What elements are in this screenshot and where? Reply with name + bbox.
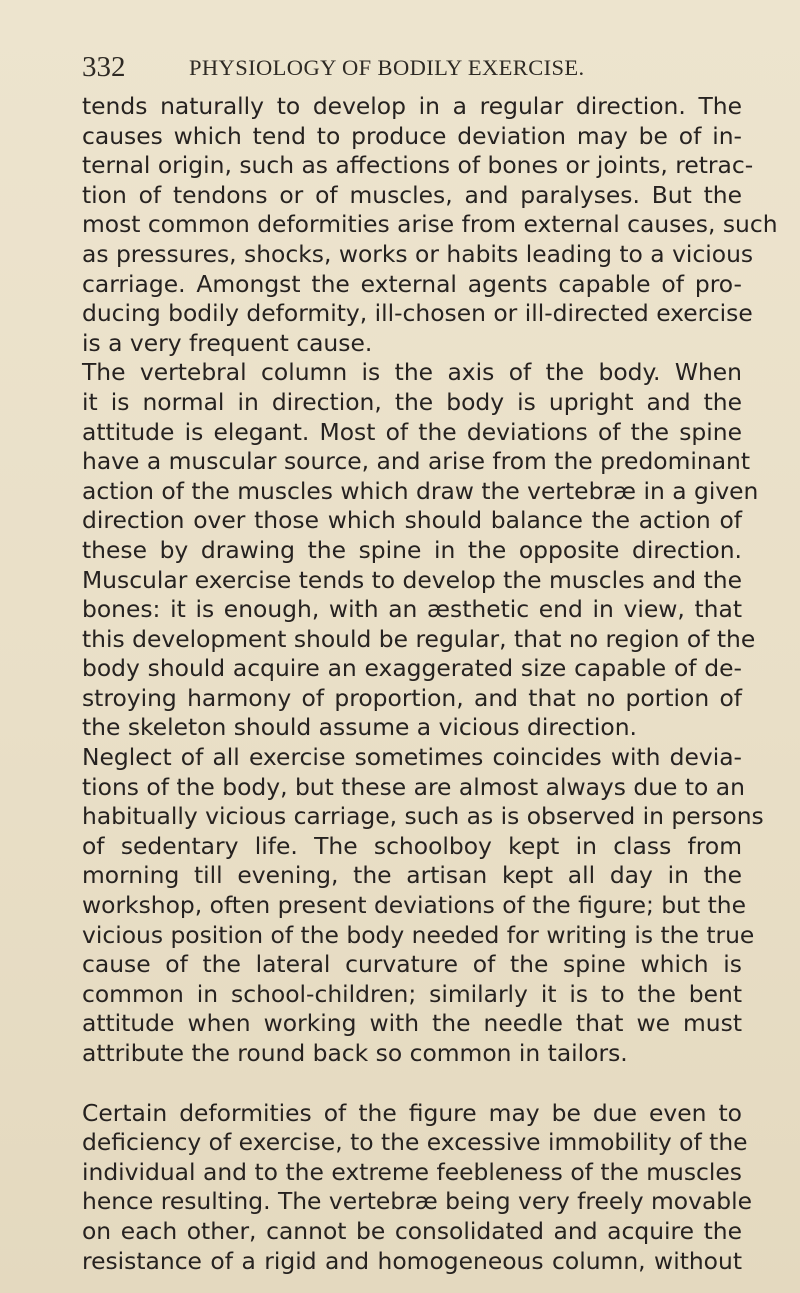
- text-line: The vertebral column is the axis of the body. When: [82, 358, 742, 387]
- text-line: is a very frequent cause.: [82, 328, 373, 357]
- text-line: stroying harmony of proportion, and that no portion of: [82, 683, 742, 712]
- text-line: body should acquire an exaggerated size capable of de-: [82, 654, 742, 683]
- text-line: hence resulting. The vertebræ being very freely movable: [82, 1187, 753, 1216]
- text-line: ternal origin, such as affections of bones or joints, retrac-: [82, 151, 754, 180]
- paragraph-gap: [82, 1069, 742, 1099]
- text-line: cause of the lateral curvature of the spine which is: [82, 950, 742, 979]
- text-line: direction over those which should balance the action of: [82, 506, 742, 535]
- running-head: PHYSIOLOGY OF BODILY EXERCISE.: [189, 55, 585, 80]
- text-line: Certain deformities of the figure may be due even to: [82, 1098, 742, 1127]
- text-line: most common deformities arise from external causes, such: [82, 210, 778, 239]
- text-line: tions of the body, but these are almost always due to an: [82, 772, 745, 801]
- text-line: Neglect of all exercise sometimes coincides with devia-: [82, 743, 742, 772]
- text-line: vicious position of the body needed for writing is the true: [82, 920, 755, 949]
- text-line: habitually vicious carriage, such as is observed in persons: [82, 802, 764, 831]
- text-line: common in school-children; similarly it is to the bent: [82, 979, 742, 1008]
- text-line: the skeleton should assume a vicious direction.: [82, 713, 637, 742]
- page-number: 332: [82, 51, 126, 83]
- text-line: attitude when working with the needle that we must: [82, 1009, 742, 1038]
- text-line: carriage. Amongst the external agents capable of pro-: [82, 269, 742, 298]
- text-line: it is normal in direction, the body is upright and the: [82, 387, 742, 416]
- paragraph: [82, 1098, 753, 1277]
- text-line: resistance of a rigid and homogeneous column, without: [82, 1246, 742, 1275]
- text-line: these by drawing the spine in the opposite direction.: [82, 535, 742, 564]
- text-line: deficiency of exercise, to the excessive immobility of the: [82, 1128, 748, 1157]
- text-line: attribute the round back so common in tailors.: [82, 1039, 628, 1067]
- text-line: as pressures, shocks, works or habits leading to a vicious: [82, 239, 754, 268]
- text-line: attitude is elegant. Most of the deviations of the spine: [82, 417, 742, 446]
- text-line: morning till evening, the artisan kept all day in the: [82, 861, 742, 890]
- text-line: causes which tend to produce deviation may be of in-: [82, 121, 742, 150]
- text-line: this development should be regular, that no region of the: [82, 624, 756, 653]
- text-line: tion of tendons or of muscles, and paralyses. But the: [82, 180, 742, 209]
- body-text: [82, 92, 778, 1276]
- text-line: Muscular exercise tends to develop the muscles and the: [82, 565, 742, 594]
- text-line: have a muscular source, and arise from the predominant: [82, 447, 751, 476]
- text-line: individual and to the extreme feebleness of the muscles: [82, 1157, 742, 1186]
- text-line: bones: it is enough, with an æsthetic end in view, that: [82, 595, 742, 624]
- text-line: of sedentary life. The schoolboy kept in class from: [82, 831, 742, 860]
- paragraph: [82, 92, 778, 358]
- text-line: workshop, often present deviations of the figure; but the: [82, 891, 746, 920]
- text-line: ducing bodily deformity, ill-chosen or ill-directed exercise: [82, 299, 753, 328]
- paragraph: [82, 743, 764, 1069]
- text-line: on each other, cannot be consolidated and acquire the: [82, 1216, 742, 1245]
- text-line: action of the muscles which draw the vertebræ in a given: [82, 476, 759, 505]
- text-line: tends naturally to develop in a regular direction. The: [82, 92, 742, 120]
- page-header: [82, 50, 642, 90]
- paragraph: [82, 358, 759, 743]
